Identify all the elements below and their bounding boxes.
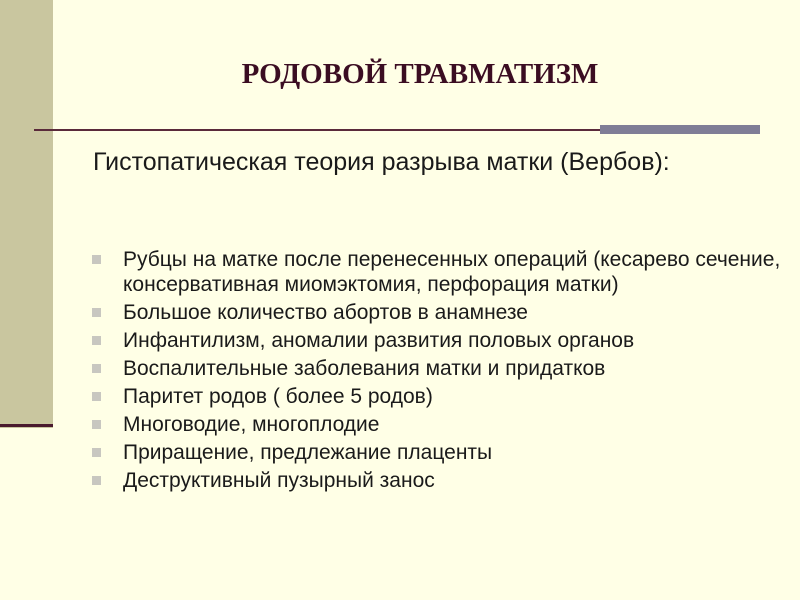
slide-title: РОДОВОЙ ТРАВМАТИЗМ xyxy=(241,58,599,90)
bullet-text: Рубцы на матке после перенесенных операций (кесарево сечение, консервативная миомэктомия, перфорация матки) xyxy=(123,248,781,296)
bullet-text: Паритет родов ( более 5 родов) xyxy=(123,385,433,408)
square-bullet-icon xyxy=(92,336,101,345)
title-divider-accent xyxy=(600,125,760,134)
bullet-item xyxy=(88,468,793,493)
slide-subheading: Гистопатическая теория разрыва матки (Вербов): xyxy=(93,148,670,176)
bullet-text: Воспалительные заболевания матки и придатков xyxy=(123,357,606,380)
bullet-text: Большое количество абортов в анамнезе xyxy=(123,301,528,324)
square-bullet-icon xyxy=(92,392,101,401)
bullet-item xyxy=(88,440,793,465)
square-bullet-icon xyxy=(92,420,101,429)
square-bullet-icon xyxy=(92,364,101,373)
title-divider-line xyxy=(34,129,604,131)
bullet-text: Деструктивный пузырный занос xyxy=(123,469,435,492)
square-bullet-icon xyxy=(92,448,101,457)
bullet-item xyxy=(88,300,793,325)
square-bullet-icon xyxy=(92,308,101,317)
bullet-list xyxy=(88,247,793,496)
bullet-item xyxy=(88,328,793,353)
bullet-item xyxy=(88,384,793,409)
sidebar-edge-line xyxy=(0,424,53,427)
bullet-item xyxy=(88,356,793,381)
bullet-item xyxy=(88,247,793,297)
square-bullet-icon xyxy=(92,476,101,485)
bullet-text: Инфантилизм, аномалии развития половых органов xyxy=(123,329,635,352)
sidebar-decoration xyxy=(0,0,53,428)
bullet-text: Многоводие, многоплодие xyxy=(123,413,380,436)
bullet-text: Приращение, предлежание плаценты xyxy=(123,441,493,464)
square-bullet-icon xyxy=(92,255,101,264)
bullet-item xyxy=(88,412,793,437)
